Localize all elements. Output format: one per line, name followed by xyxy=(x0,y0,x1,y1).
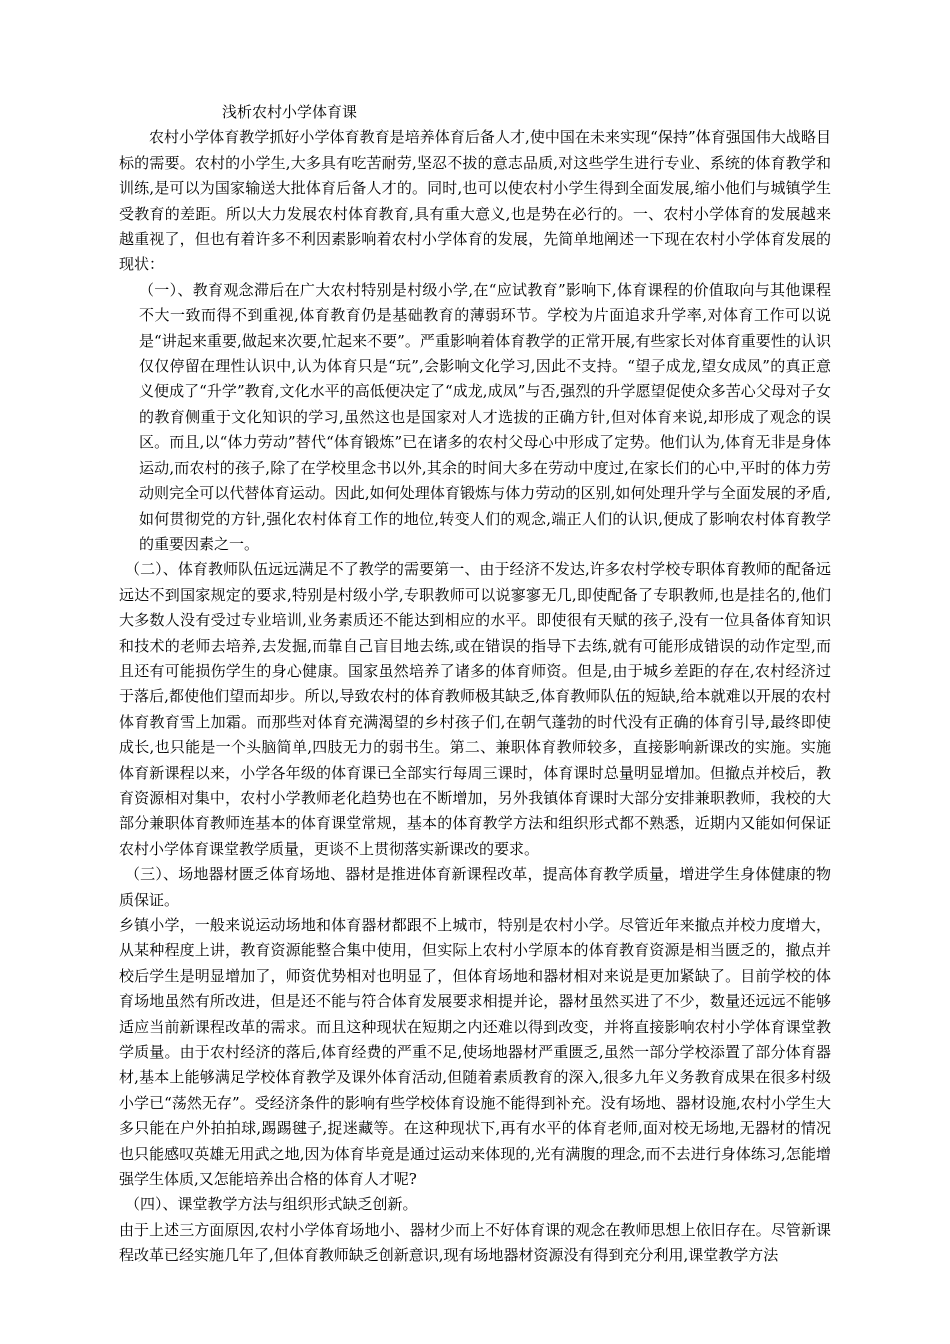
paragraph-section-2: （二）、体育教师队伍远远满足不了教学的需要第一、由于经济不发达,许多农村学校专职体育教师的配备远远达不到国家规定的要求,特别是村级小学,专职教师可以说寥寥无几,即使配备了专职教师,也是挂名的,他们大多数人没有受过专业培训,业务素质还不能达到相应的水平。即使很有天赋的孩子,没有一位具备体育知识和技术的老师去培养,去发掘,而靠自己盲目地去练,或在错误的指导下去练,就有可能形成错误的动作定型,而且还有可能损伤学生的身心健康。国家虽然培养了诸多的体育师资。但是,由于城乡差距的存在,农村经济过于落后,都使他们望而却步。所以,导致农村的体育教师极其缺乏,体育教师队伍的短缺,给本就难以开展的农村体育教育雪上加霜。而那些对体育充满渴望的乡村孩子们,在朝气蓬勃的时代没有正确的体育引导,最终即使成长,也只能是一个头脑简单,四肢无力的弱书生。第二、兼职体育教师较多，直接影响新课改的实施。实施体育新课程以来，小学各年级的体育课已全部实行每周三课时，体育课时总量明显增加。但撤点并校后，教育资源相对集中，农村小学教师老化趋势也在不断增加，另外我镇体育课时大部分安排兼职教师，我校的大部分兼职体育教师连基本的体育课堂常规，基本的体育教学方法和组织形式都不熟悉，近期内又能如何保证农村小学体育课堂教学质量，更谈不上贯彻落实新课改的要求。 xyxy=(119,560,831,858)
paragraph-section-1: （一）、教育观念滞后在广大农村特别是村级小学,在“应试教育”影响下,体育课程的价值取向与其他课程不大一致而得不到重视,体育教育仍是基础教育的薄弱环节。学校为片面追求升学率,对体育工作可以说是“讲起来重要,做起来次要,忙起来不要”。严重影响着体育教学的正常开展,有些家长对体育重要性的认识仅仅停留在理性认识中,认为体育只是“玩”,会影响文化学习,因此不支持。“望子成龙,望女成凤”的真正意义便成了“升学”教育,文化水平的高低便决定了“成龙,成凤”与否,强烈的升学愿望促使众多苦心父母对子女的教育侧重于文化知识的学习,虽然这也是国家对人才选拔的正确方针,但对体育来说,却形成了观念的误区。而且,以“体力劳动”替代“体育锻炼”已在诸多的农村父母心中形成了定势。他们认为,体育无非是身体运动,而农村的孩子,除了在学校里念书以外,其余的时间大多在劳动中度过,在家长们的心中,平时的体力劳动则完全可以代替体育运动。因此,如何处理体育锻炼与体力劳动的区别,如何处理升学与全面发展的矛盾,如何贯彻党的方针,强化农村体育工作的地位,转变人们的观念,端正人们的认识,便成了影响农村体育教学的重要因素之一。 xyxy=(139,280,831,553)
document-body xyxy=(119,100,831,1269)
paragraph-section-3-heading: （三）、场地器材匮乏体育场地、器材是推进体育新课程改革，提高体育教学质量，增进学生身体健康的物质保证。 xyxy=(119,865,831,909)
document-title: 浅析农村小学体育课 xyxy=(222,103,358,121)
paragraph-section-4-heading: （四）、课堂教学方法与组织形式缺乏创新。 xyxy=(125,1195,418,1214)
paragraph-section-4-body: 由于上述三方面原因,农村小学体育场地小、器材少而上不好体育课的观念在教师思想上依旧存在。尽管新课程改革已经实施几年了,但体育教师缺乏创新意识,现有场地器材资源没有得到充分利用,课堂教学方法 xyxy=(119,1220,831,1265)
paragraph-section-3-body: 乡镇小学，一般来说运动场地和体育器材都跟不上城市，特别是农村小学。尽管近年来撤点并校力度增大，从某种程度上讲，教育资源能整合集中使用，但实际上农村小学原本的体育教育资源是相当匮乏的，撤点并校后学生是明显增加了，师资优势相对也明显了，但体育场地和器材相对来说是更加紧缺了。目前学校的体育场地虽然有所改进，但是还不能与符合体育发展要求相提并论，器材虽然买进了不少，数量还远远不能够适应当前新课程改革的需求。而且这种现状在短期之内还难以得到改变，并将直接影响农村小学体育课堂教学质量。由于农村经济的落后,体育经费的严重不足,使场地器材严重匮乏,虽然一部分学校添置了部分体育器材,基本上能够满足学校体育教学及课外体育活动,但随着素质教育的深入,很多九年义务教育成果在很多村级小学已“荡然无存”。受经济条件的影响有些学校体育设施不能得到补充。没有场地、器材设施,农村小学生大多只能在户外拍拍球,踢踢毽子,捉迷藏等。在这种现状下,再有水平的体育老师,面对校无场地,无器材的情况也只能感叹英雄无用武之地,因为体育毕竟是通过运动来体现的,光有满腹的理念,而不去进行身体练习,怎能增强学生体质,又怎能培养出合格的体育人才呢? xyxy=(119,916,831,1189)
paragraph-intro: 农村小学体育教学抓好小学体育教育是培养体育后备人才,使中国在未来实现“保持”体育强国伟大战略目标的需要。农村的小学生,大多具有吃苦耐劳,坚忍不拔的意志品质,对这些学生进行专业、系统的体育教学和训练,是可以为国家输送大批体育后备人才的。同时,也可以使农村小学生得到全面发展,缩小他们与城镇学生受教育的差距。所以大力发展农村体育教育,具有重大意义,也是势在必行的。一、农村小学体育的发展越来越重视了，但也有着许多不利因素影响着农村小学体育的发展，先简单地阐述一下现在农村小学体育发展的现状： xyxy=(119,128,831,274)
